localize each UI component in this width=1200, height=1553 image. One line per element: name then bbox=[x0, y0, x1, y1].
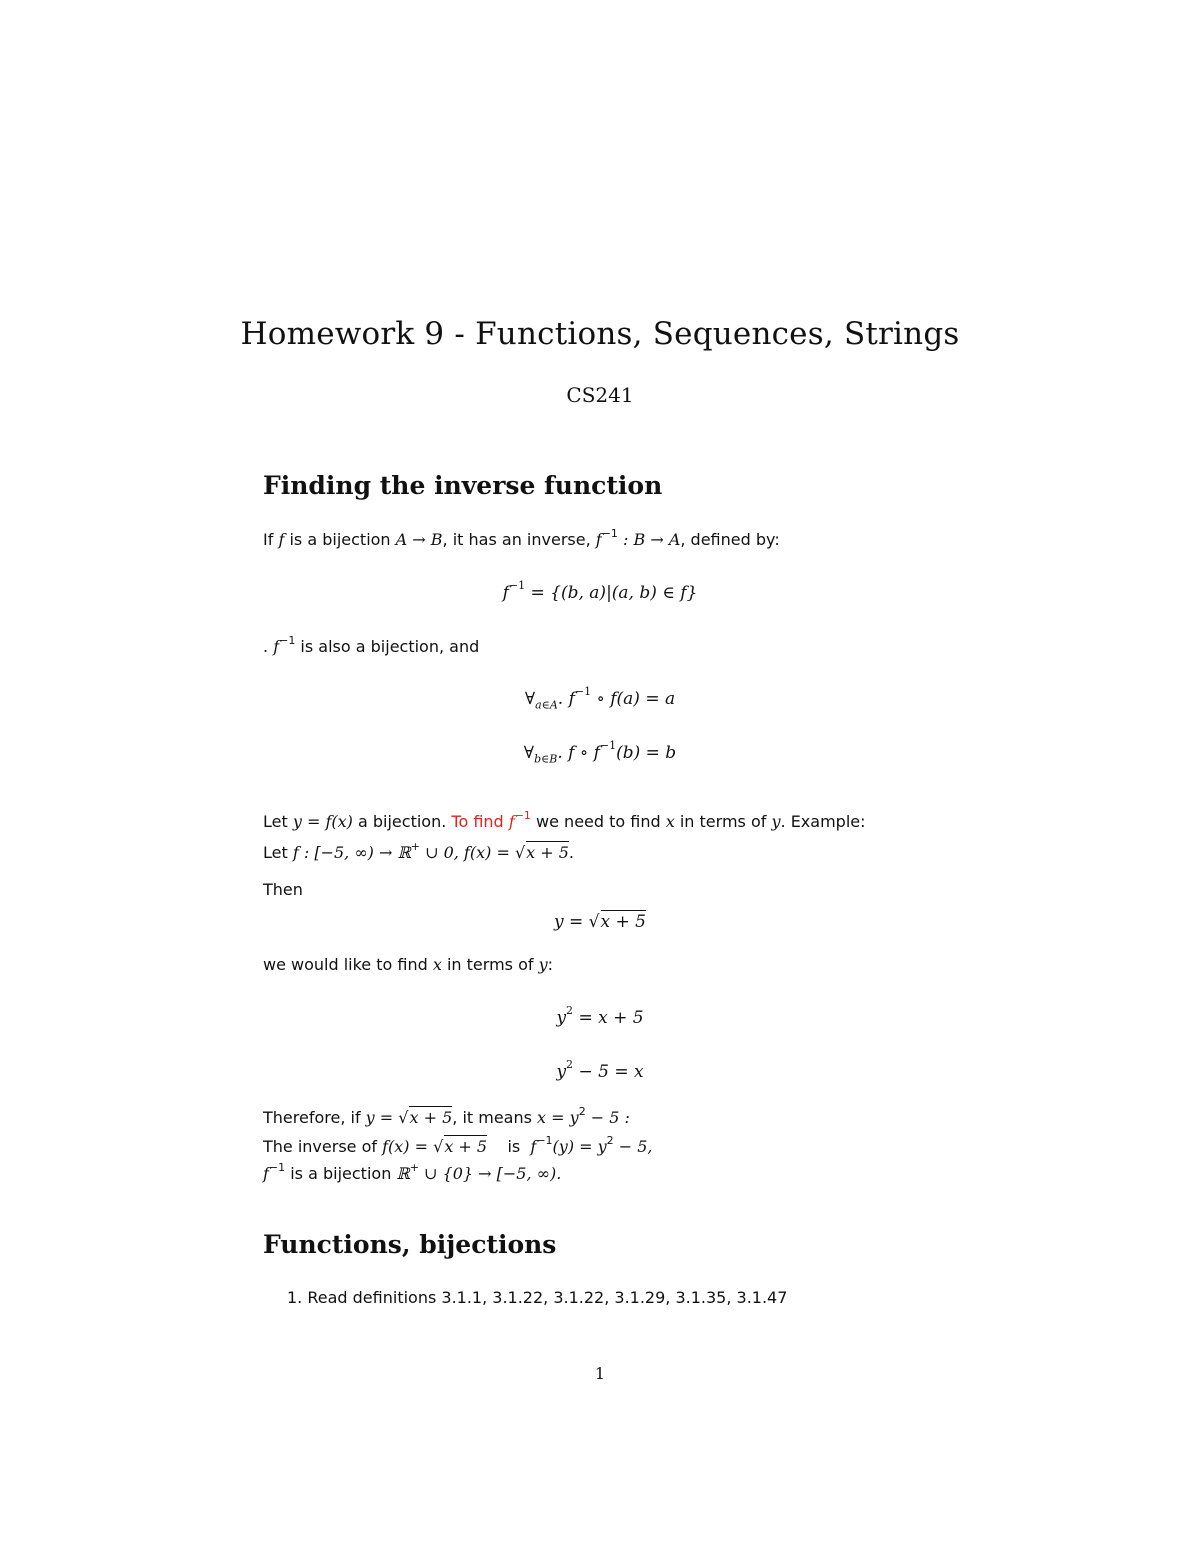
forall-b-sub: b∈B bbox=[534, 752, 558, 766]
intro-text-2: is a bijection bbox=[289, 530, 391, 549]
inverse-math-1: f(x) = √ bbox=[382, 1137, 444, 1156]
equation-y-squared-minus bbox=[0, 1058, 1200, 1082]
list-item-number: 1. bbox=[287, 1288, 303, 1307]
inverse-exp2: 2 bbox=[606, 1133, 614, 1147]
let-bijection-line bbox=[263, 808, 866, 831]
intro-map: A → B bbox=[395, 530, 443, 549]
therefore-radicand: x + 5 bbox=[409, 1108, 453, 1127]
would-text-2: in terms of bbox=[446, 955, 534, 974]
therefore-line bbox=[263, 1106, 630, 1127]
equation-y-sqrt bbox=[0, 910, 1200, 932]
inverse-text-1: The inverse of bbox=[263, 1137, 378, 1156]
inverse-radicand: x + 5 bbox=[444, 1137, 488, 1156]
let1-text-5: . Example: bbox=[780, 812, 866, 831]
course-code: CS241 bbox=[566, 383, 634, 407]
let2-radicand: x + 5 bbox=[526, 843, 569, 862]
document-title: Homework 9 - Functions, Sequences, Strings bbox=[240, 316, 960, 352]
section-heading-functions: Functions, bijections bbox=[263, 1230, 557, 1259]
also-text: is also a bijection, and bbox=[300, 637, 480, 656]
equation-forall-b bbox=[0, 739, 1200, 766]
eq-y-radicand: x + 5 bbox=[600, 912, 646, 932]
finvbij-math-3: ∪ {0} → [−5, ∞). bbox=[418, 1164, 562, 1183]
intro-finv-exp: −1 bbox=[601, 526, 618, 540]
would-text-3: : bbox=[547, 955, 554, 974]
therefore-exp: 2 bbox=[578, 1104, 586, 1118]
list-item bbox=[287, 1288, 787, 1307]
let1-text-2: a bijection. bbox=[357, 812, 447, 831]
let1-text-3: we need to find bbox=[536, 812, 661, 831]
finvbij-math-1: f bbox=[263, 1164, 269, 1183]
also-bijection-line bbox=[263, 633, 480, 656]
to-find-f: f bbox=[508, 812, 515, 831]
inverse-math-4: − 5, bbox=[613, 1137, 653, 1156]
also-dot: . bbox=[263, 637, 269, 656]
intro-f: f bbox=[278, 530, 285, 549]
forall-a-quantifier: ∀ bbox=[524, 689, 536, 709]
let2-end: . bbox=[568, 843, 575, 862]
forall-b-quantifier: ∀ bbox=[523, 743, 535, 763]
forall-b-exp: −1 bbox=[599, 739, 617, 753]
let1-text-1: Let bbox=[263, 812, 288, 831]
finvbij-text-1: is a bijection bbox=[290, 1164, 392, 1183]
let2-math-1: f : [−5, ∞) → ℝ bbox=[292, 843, 411, 862]
then-text: Then bbox=[263, 880, 303, 899]
equation-y-squared bbox=[0, 1004, 1200, 1028]
finvbij-math-2: ℝ bbox=[396, 1164, 410, 1183]
therefore-math-1: y = √ bbox=[365, 1108, 409, 1127]
eq-sq1-a: y bbox=[556, 1008, 567, 1028]
eq-sq1-exp: 2 bbox=[566, 1004, 574, 1018]
inverse-exp: −1 bbox=[536, 1133, 553, 1147]
eq-def-exp: −1 bbox=[508, 579, 526, 593]
let1-math-1: y = f(x) bbox=[292, 812, 353, 831]
intro-text-5: , defined by: bbox=[680, 530, 780, 549]
to-find-text: To find bbox=[451, 812, 504, 831]
would-math-1: x bbox=[432, 955, 442, 974]
to-find-exp: −1 bbox=[514, 808, 531, 822]
let2-math-2: ∪ 0, f(x) = √ bbox=[420, 843, 526, 862]
section-heading-inverse: Finding the inverse function bbox=[263, 471, 663, 500]
let-example-line bbox=[263, 841, 574, 862]
let1-math-2: x bbox=[665, 812, 675, 831]
let2-text-1: Let bbox=[263, 843, 288, 862]
list-item-text: Read definitions 3.1.1, 3.1.22, 3.1.22, 3.1.29, 3.1.35, 3.1.47 bbox=[307, 1288, 788, 1307]
intro-text-1: If bbox=[263, 530, 274, 549]
intro-finv: f bbox=[595, 530, 602, 549]
forall-a-pre: . f bbox=[557, 689, 575, 709]
finvbij-exp: −1 bbox=[268, 1160, 286, 1174]
inverse-of-line bbox=[263, 1135, 653, 1156]
forall-a-sub: a∈A bbox=[535, 698, 558, 712]
equation-forall-a bbox=[0, 685, 1200, 712]
to-find-highlight bbox=[451, 808, 531, 831]
intro-paragraph bbox=[263, 526, 780, 549]
inverse-text-2: is bbox=[507, 1137, 521, 1156]
let1-math-3: y bbox=[771, 812, 781, 831]
forall-a-post: ∘ f(a) = a bbox=[591, 689, 676, 709]
therefore-text-2: , it means bbox=[452, 1108, 532, 1127]
forall-a-exp: −1 bbox=[574, 685, 592, 699]
also-exp: −1 bbox=[279, 633, 296, 647]
eq-sq2-b: − 5 = x bbox=[573, 1062, 644, 1082]
would-like-line bbox=[263, 955, 553, 974]
would-math-2: y bbox=[538, 955, 548, 974]
finvbij-sup: + bbox=[409, 1160, 419, 1174]
therefore-math-2: x = y bbox=[537, 1108, 579, 1127]
would-text-1: we would like to find bbox=[263, 955, 428, 974]
intro-text-3: , it has an inverse, bbox=[442, 530, 591, 549]
intro-codomain: : B → A bbox=[623, 530, 681, 549]
eq-def-rhs: = {(b, a)|(a, b) ∈ f} bbox=[525, 583, 698, 603]
eq-sq2-exp: 2 bbox=[566, 1058, 574, 1072]
inverse-math-2: f bbox=[530, 1137, 537, 1156]
also-f: f bbox=[273, 637, 280, 656]
forall-b-post: (b) = b bbox=[616, 743, 677, 763]
let1-text-4: in terms of bbox=[679, 812, 767, 831]
therefore-math-3: − 5 : bbox=[585, 1108, 630, 1127]
page-number: 1 bbox=[594, 1364, 606, 1383]
equation-inverse-definition bbox=[0, 579, 1200, 603]
therefore-text-1: Therefore, if bbox=[263, 1108, 361, 1127]
forall-b-pre: . f ∘ f bbox=[557, 743, 600, 763]
eq-sq1-b: = x + 5 bbox=[573, 1008, 644, 1028]
eq-sq2-a: y bbox=[556, 1062, 567, 1082]
eq-def-lhs: f bbox=[502, 583, 509, 603]
inverse-math-3: (y) = y bbox=[552, 1137, 607, 1156]
eq-y-lhs: y = √ bbox=[554, 912, 600, 932]
let2-sup: + bbox=[410, 839, 420, 853]
finv-bijection-line bbox=[263, 1160, 562, 1183]
